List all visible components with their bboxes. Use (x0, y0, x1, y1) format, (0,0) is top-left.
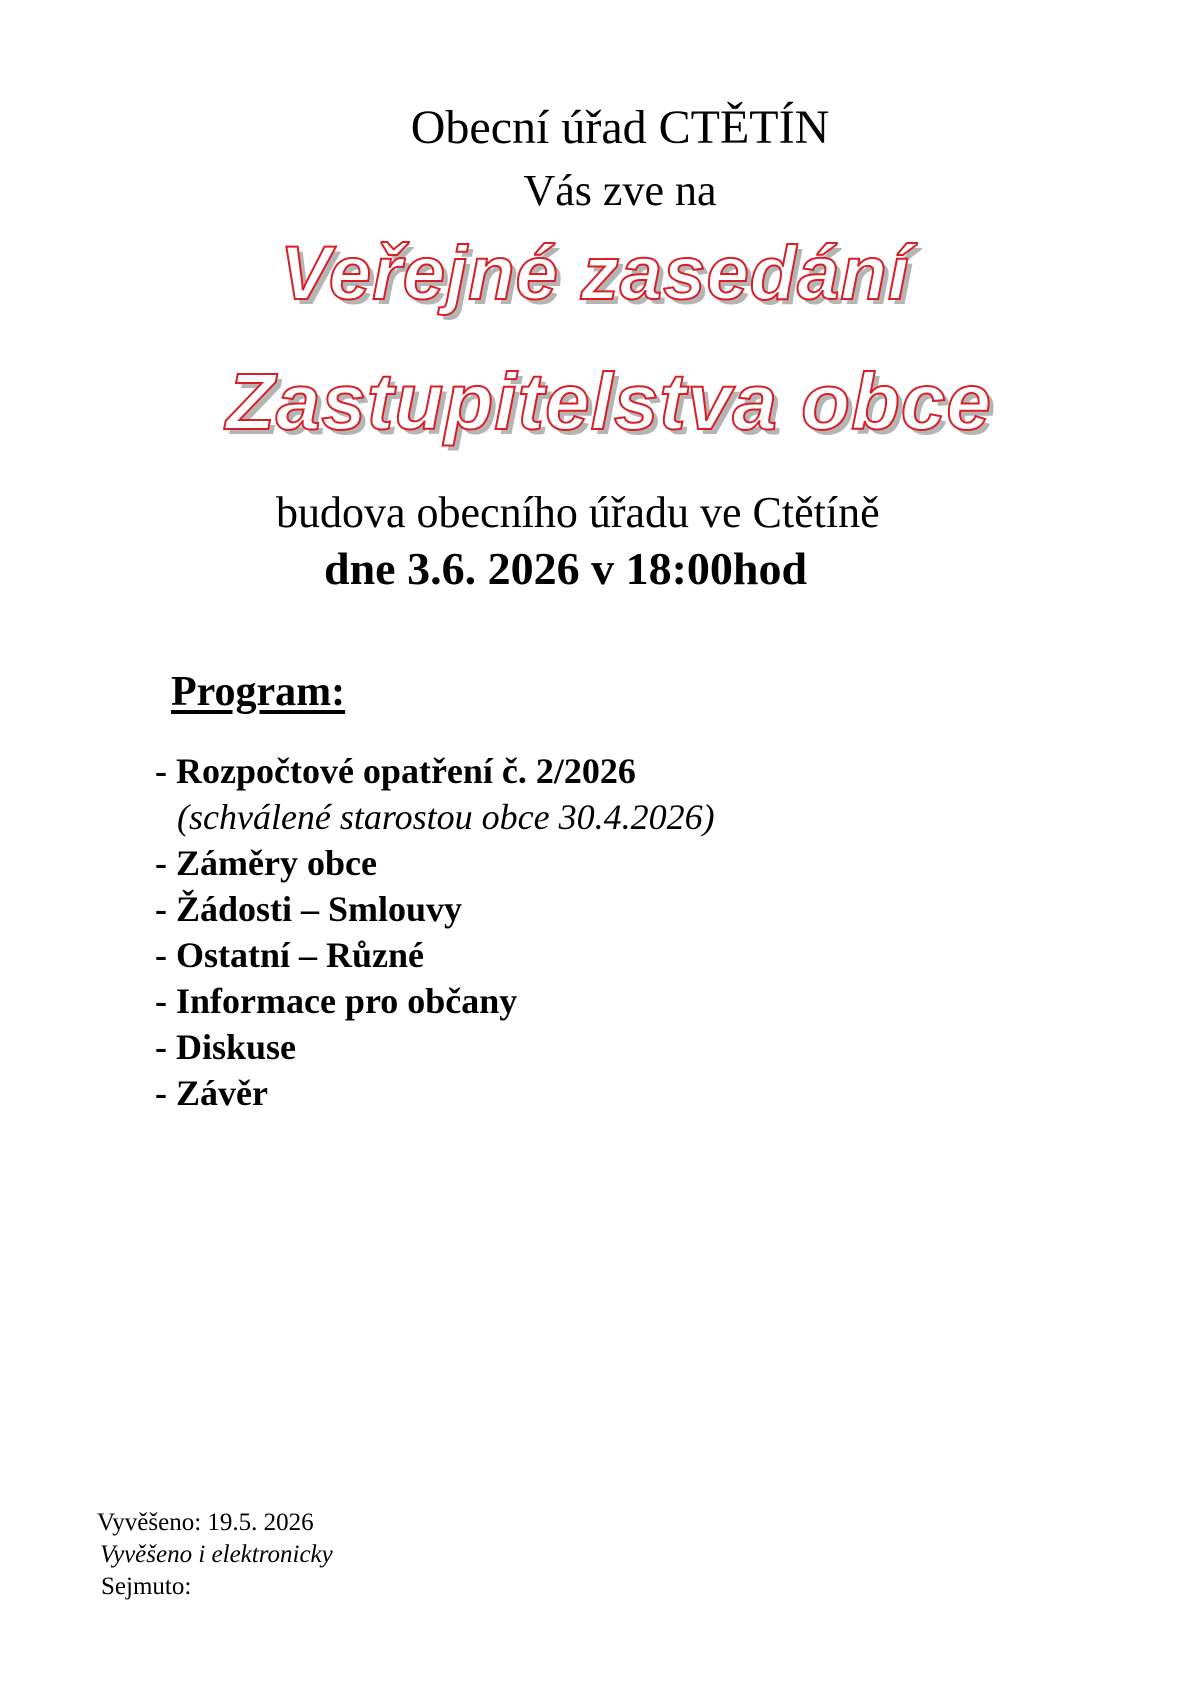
agenda-item-requests: - Žádosti – Smlouvy (155, 889, 463, 929)
agenda-item-budget-note: (schválené starostou obce 30.4.2026) (177, 797, 715, 837)
agenda-item-plans: - Záměry obce (155, 843, 377, 883)
posted-electronic: Vyvěšeno i elektronicky (100, 1541, 333, 1568)
agenda-item-conclusion: - Závěr (155, 1073, 268, 1113)
posted-date: Vyvěšeno: 19.5. 2026 (97, 1509, 314, 1536)
agenda-list (155, 748, 715, 1116)
invite-line: Vás zve na (523, 166, 717, 215)
meeting-date: dne 3.6. 2026 v 18:00hod (324, 543, 808, 594)
agenda-item-information: - Informace pro občany (155, 981, 518, 1021)
agenda-item-discussion: - Diskuse (155, 1027, 297, 1067)
venue-line: budova obecního úřadu ve Ctětíně (276, 488, 880, 537)
headline-line-1: Veřejné zasedání (280, 231, 910, 316)
posting-footer (97, 1507, 333, 1603)
office-title: Obecní úřad CTĚTÍN (410, 101, 830, 154)
agenda-item-budget: - Rozpočtové opatření č. 2/2026 (155, 751, 636, 791)
removed-date: Sejmuto: (101, 1573, 192, 1600)
program-heading: Program: (171, 669, 346, 715)
headline-line-2: Zastupitelstva obce (226, 357, 992, 446)
agenda-item-other: - Ostatní – Různé (155, 935, 424, 975)
